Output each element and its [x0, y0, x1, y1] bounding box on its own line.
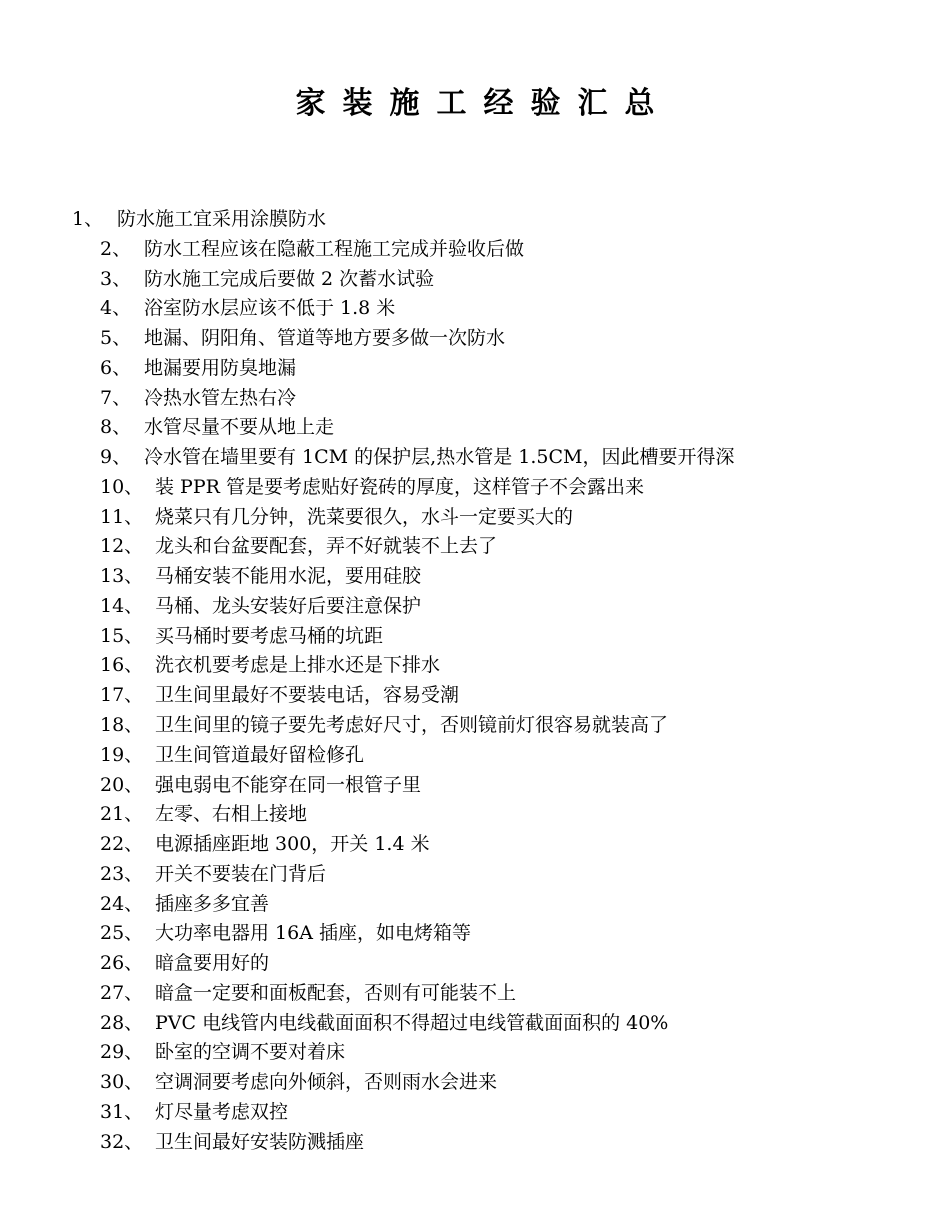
list-item-text: 水管尽量不要从地上走: [144, 416, 335, 439]
list-item-text: 马桶安装不能用水泥，要用硅胶: [155, 565, 422, 588]
list-item-number: 31、: [100, 1100, 144, 1123]
list-item-number: 19、: [100, 743, 144, 766]
list-item-text: 防水施工完成后要做 2 次蓄水试验: [144, 267, 435, 290]
list-item-number: 18、: [100, 714, 144, 737]
list-item-number: 17、: [100, 684, 144, 707]
list-item-text: 卫生间最好安装防溅插座: [155, 1130, 365, 1153]
list-item-number: 26、: [100, 952, 144, 975]
list-item-number: 25、: [100, 922, 144, 945]
list-item-text: 开关不要装在门背后: [155, 862, 327, 885]
list-item-number: 9、: [100, 446, 132, 469]
list-item-text: 暗盒要用好的: [155, 952, 270, 975]
list-item-number: 29、: [100, 1041, 144, 1064]
list-item-number: 3、: [100, 267, 132, 290]
list-item-number: 8、: [100, 416, 132, 439]
list-item-number: 4、: [100, 297, 132, 320]
list-item-number: 20、: [100, 773, 144, 796]
list-item-text: 马桶、龙头安装好后要注意保护: [155, 594, 422, 617]
list-item-text: 洗衣机要考虑是上排水还是下排水: [155, 654, 441, 677]
list-item-text: 插座多多宜善: [155, 892, 270, 915]
list-item-number: 28、: [100, 1011, 144, 1034]
list-item-text: 龙头和台盆要配套，弄不好就装不上去了: [155, 535, 498, 558]
list-item-text: 地漏、阴阳角、管道等地方要多做一次防水: [144, 327, 506, 350]
list-item-number: 10、: [100, 475, 144, 498]
list-item-text: 地漏要用防臭地漏: [144, 356, 297, 379]
list-item-text: 卫生间里的镜子要先考虑好尺寸，否则镜前灯很容易就装高了: [155, 714, 669, 737]
list-item-number: 30、: [100, 1071, 144, 1094]
list-item-number: 1、: [72, 208, 104, 230]
list-item-text: 买马桶时要考虑马桶的坑距: [155, 624, 384, 647]
list-item-number: 14、: [100, 594, 144, 617]
list-item-number: 23、: [100, 862, 144, 885]
list-item-text: 浴室防水层应该不低于 1.8 米: [144, 297, 396, 320]
list-item-number: 24、: [100, 892, 144, 915]
list-item-text: 卧室的空调不要对着床: [155, 1041, 346, 1064]
list-item-text: 左零、右相上接地: [155, 803, 308, 826]
list-item-text: 暗盒一定要和面板配套，否则有可能装不上: [155, 981, 517, 1004]
list-item-text: 装 PPR 管是要考虑贴好瓷砖的厚度，这样管子不会露出来: [155, 475, 644, 498]
list-item-text: 空调洞要考虑向外倾斜，否则雨水会进来: [155, 1071, 498, 1094]
list-item-text: 烧菜只有几分钟，洗菜要很久，水斗一定要买大的: [155, 505, 574, 528]
list-item-number: 5、: [100, 327, 132, 350]
list-item-text: PVC 电线管内电线截面面积不得超过电线管截面面积的 40%: [155, 1011, 669, 1034]
list-item-number: 16、: [100, 654, 144, 677]
list-item-number: 7、: [100, 386, 132, 409]
list-item-number: 6、: [100, 356, 132, 379]
list-item-number: 15、: [100, 624, 144, 647]
list-item-number: 12、: [100, 535, 144, 558]
list-item-text: 强电弱电不能穿在同一根管子里: [155, 773, 422, 796]
list-item-text: 卫生间管道最好留检修孔: [155, 743, 365, 766]
list-item-text: 冷水管在墙里要有 1CM 的保护层,热水管是 1.5CM，因此槽要开得深: [144, 446, 735, 469]
list-item-text: 电源插座距地 300，开关 1.4 米: [155, 833, 430, 856]
list-item-number: 27、: [100, 981, 144, 1004]
list-item-number: 32、: [100, 1130, 144, 1153]
document-title: 家装施工经验汇总: [295, 86, 672, 121]
list-item-number: 21、: [100, 803, 144, 826]
list-item-text: 冷热水管左热右冷: [144, 386, 297, 409]
list-item-text: 防水施工宜采用涂膜防水: [117, 208, 327, 230]
list-item-text: 防水工程应该在隐蔽工程施工完成并验收后做: [144, 237, 525, 260]
list-item-number: 22、: [100, 833, 144, 856]
list-item-text: 卫生间里最好不要装电话，容易受潮: [155, 684, 460, 707]
list-item-text: 大功率电器用 16A 插座，如电烤箱等: [155, 922, 471, 945]
list-item-number: 2、: [100, 237, 132, 260]
list-item-number: 13、: [100, 565, 144, 588]
list-item-text: 灯尽量考虑双控: [155, 1100, 289, 1123]
list-item-number: 11、: [100, 505, 144, 528]
